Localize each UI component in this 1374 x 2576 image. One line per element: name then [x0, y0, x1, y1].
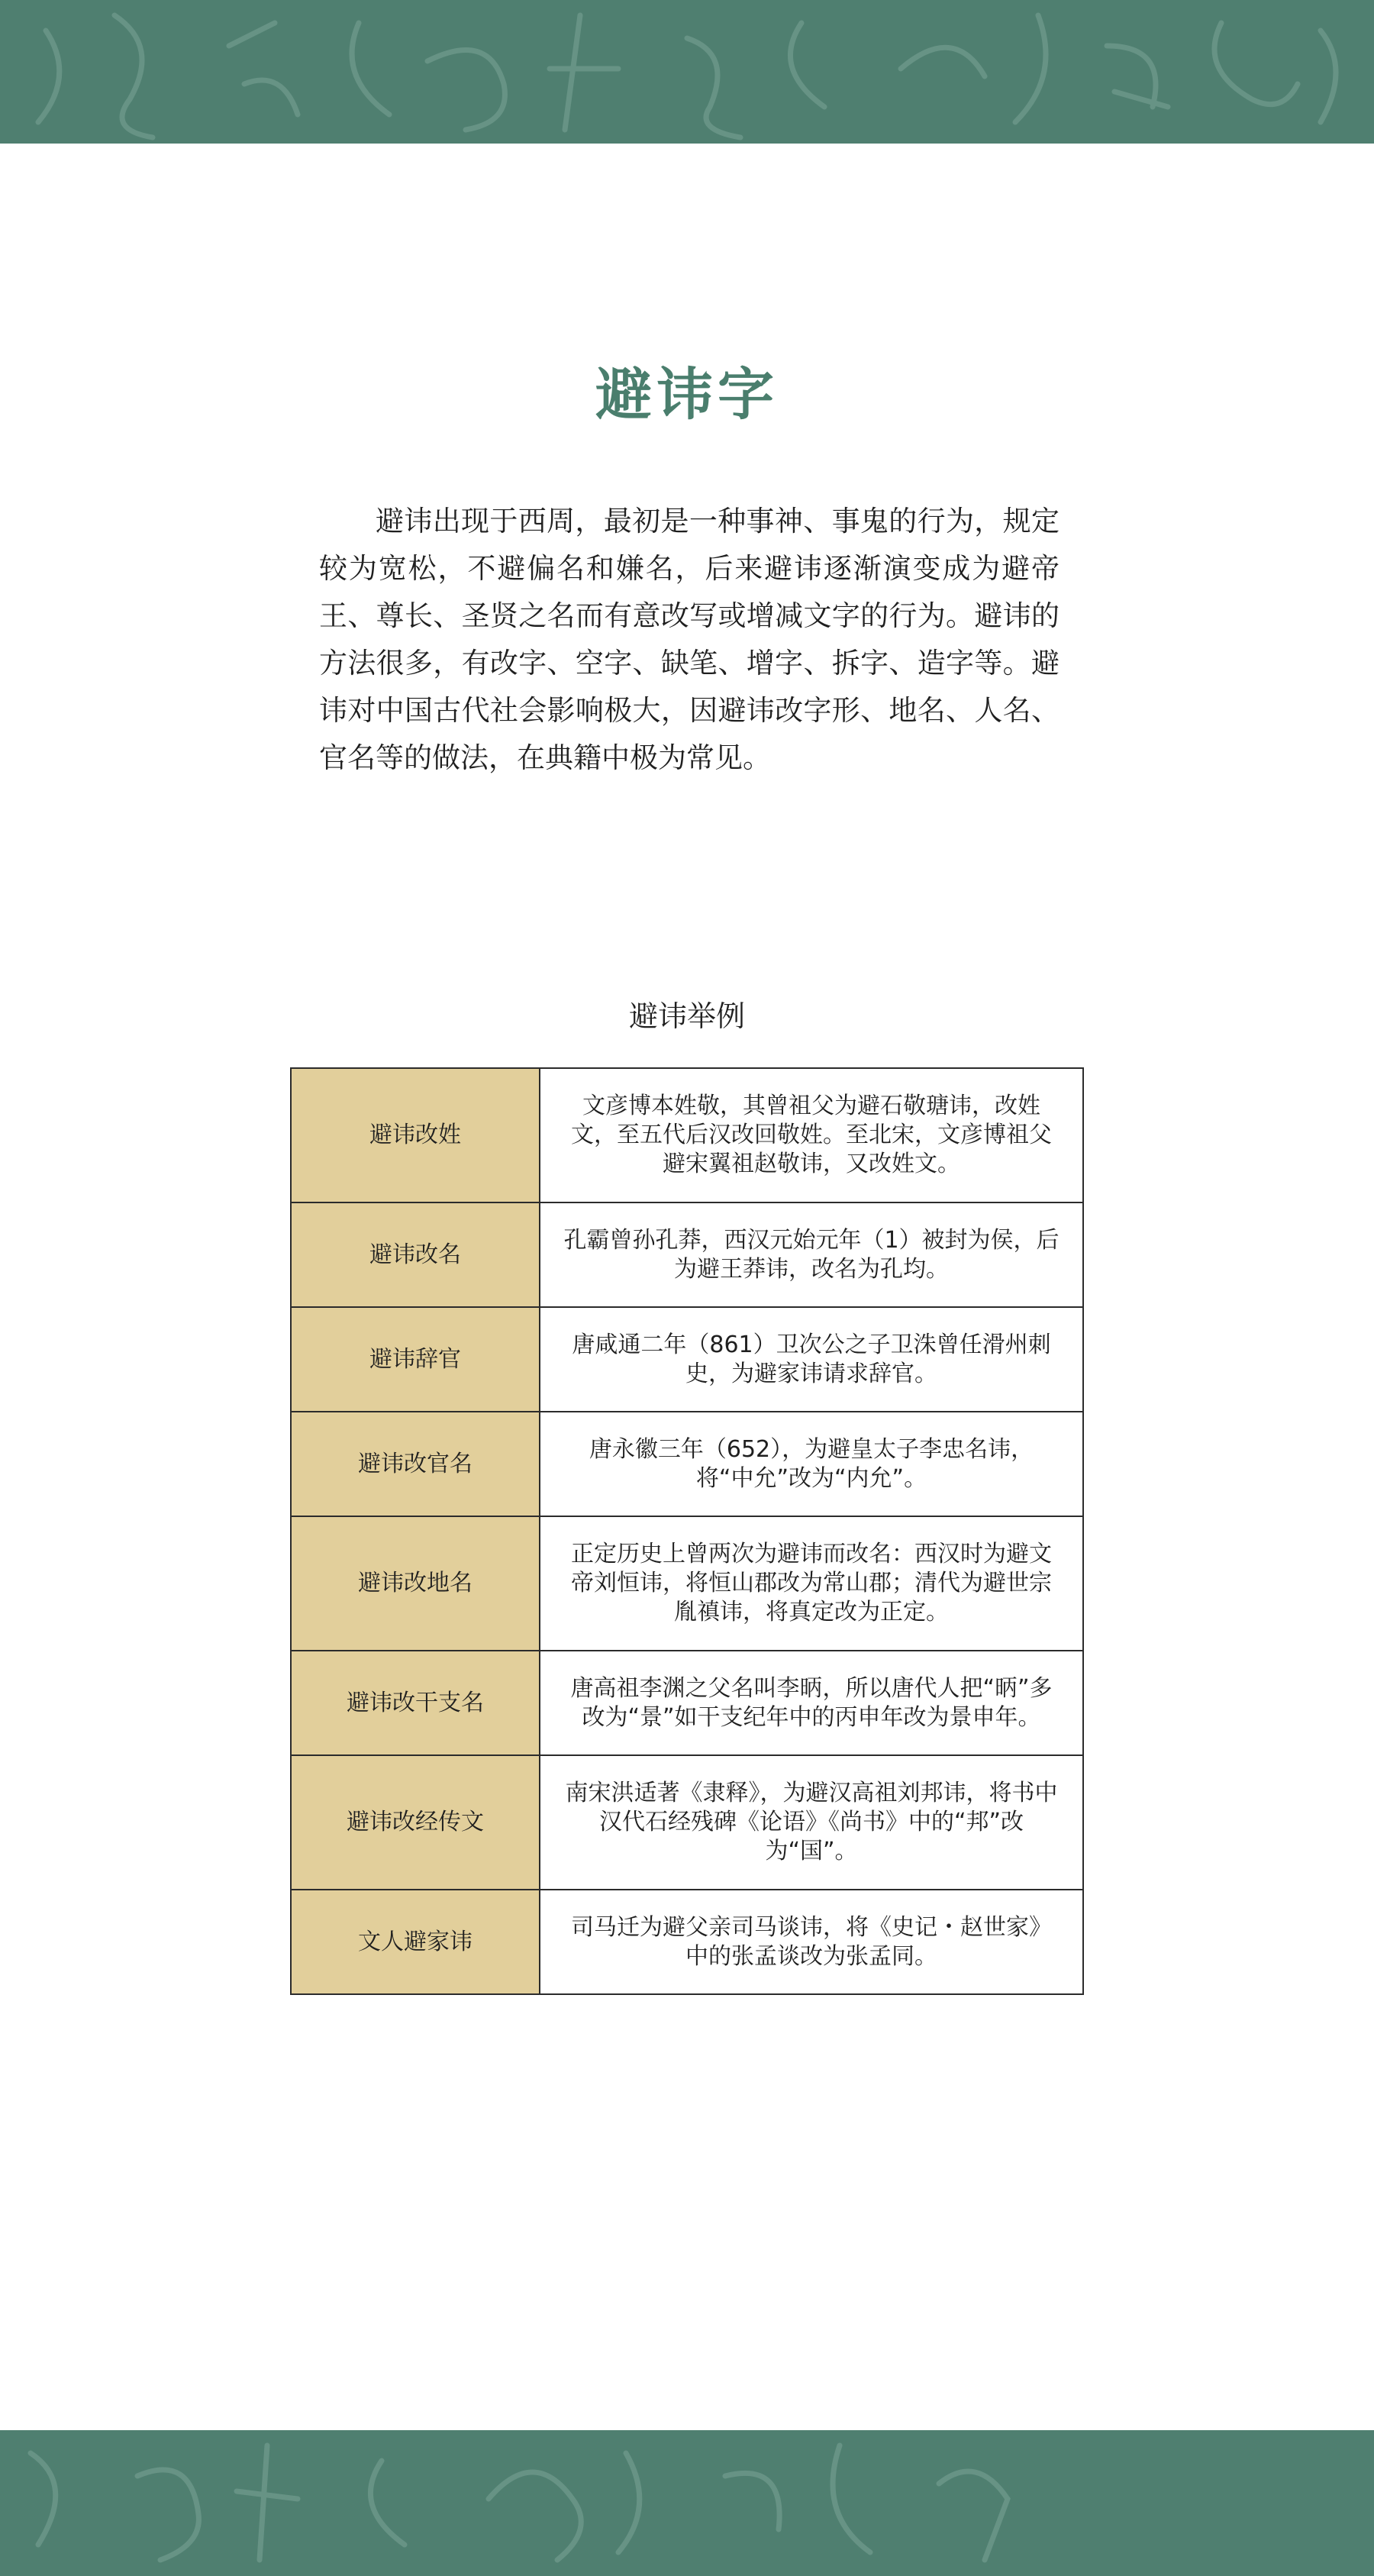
example-cell: 南宋洪适著《隶释》，为避汉高祖刘邦讳，将书中汉代石经残碑《论语》《尚书》中的“邦”改为“国”。 [540, 1755, 1083, 1890]
intro-paragraph [319, 498, 1060, 782]
table-row [291, 1890, 1083, 1994]
footer-band [0, 2430, 1374, 2576]
header-band [0, 0, 1374, 144]
category-cell: 避讳改经传文 [291, 1755, 540, 1890]
table-row [291, 1755, 1083, 1890]
category-cell: 避讳改姓 [291, 1068, 540, 1202]
table-row [291, 1412, 1083, 1516]
table-row [291, 1307, 1083, 1412]
example-cell: 唐咸通二年（861）卫次公之子卫洙曾任滑州刺史，为避家讳请求辞官。 [540, 1307, 1083, 1412]
table-row [291, 1651, 1083, 1755]
table-row [291, 1202, 1083, 1307]
intro-text: 避讳出现于西周，最初是一种事神、事鬼的行为，规定较为宽松，不避偏名和嫌名，后来避讳逐渐演变成为避帝王、尊长、圣贤之名而有意改写或增减文字的行为。避讳的方法很多，有改字、空字、缺笔、增字、拆字、造字等。避讳对中国古代社会影响极大，因避讳改字形、地名、人名、官名等的做法，在典籍中极为常见。 [319, 505, 1060, 774]
category-cell: 避讳改干支名 [291, 1651, 540, 1755]
example-cell: 文彦博本姓敬，其曾祖父为避石敬瑭讳，改姓文，至五代后汉改回敬姓。至北宋，文彦博祖父避宋翼祖赵敬讳，又改姓文。 [540, 1068, 1083, 1202]
example-cell: 司马迁为避父亲司马谈讳，将《史记・赵世家》中的张孟谈改为张孟同。 [540, 1890, 1083, 1994]
table-caption: 避讳举例 [628, 999, 745, 1033]
category-cell: 避讳改名 [291, 1202, 540, 1307]
page-title: 避讳字 [595, 362, 779, 428]
example-cell: 唐永徽三年（652），为避皇太子李忠名讳，将“中允”改为“内允”。 [540, 1412, 1083, 1516]
category-cell: 避讳改官名 [291, 1412, 540, 1516]
calligraphy-pattern [0, 2430, 1374, 2576]
example-cell: 孔霸曾孙孔莽，西汉元始元年（1）被封为侯，后为避王莽讳，改名为孔均。 [540, 1202, 1083, 1307]
table-row [291, 1068, 1083, 1202]
example-cell: 唐高祖李渊之父名叫李昞，所以唐代人把“昞”多改为“景”如干支纪年中的丙申年改为景申年。 [540, 1651, 1083, 1755]
table-row [291, 1516, 1083, 1651]
category-cell: 避讳改地名 [291, 1516, 540, 1651]
category-cell: 避讳辞官 [291, 1307, 540, 1412]
calligraphy-pattern [0, 0, 1374, 144]
category-cell: 文人避家讳 [291, 1890, 540, 1994]
examples-table [290, 1067, 1084, 1995]
example-cell: 正定历史上曾两次为避讳而改名：西汉时为避文帝刘恒讳，将恒山郡改为常山郡；清代为避世宗胤禛讳，将真定改为正定。 [540, 1516, 1083, 1651]
